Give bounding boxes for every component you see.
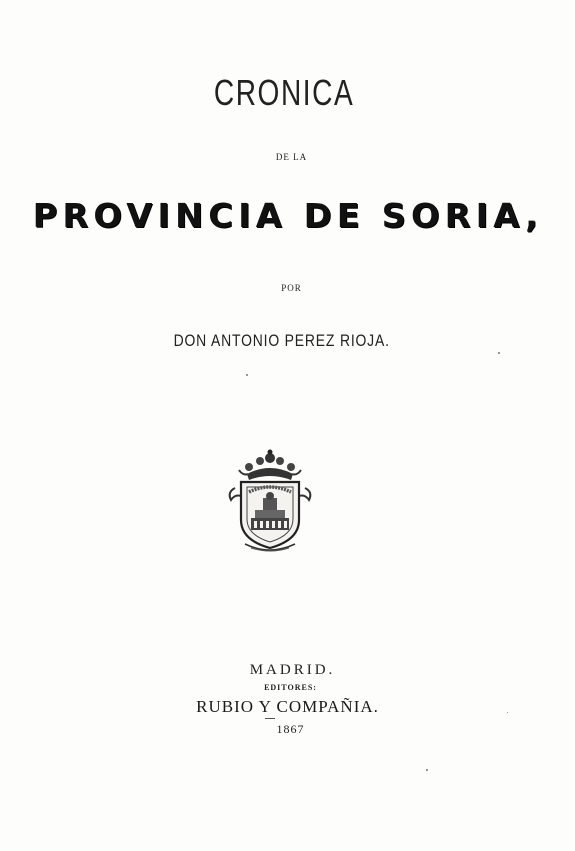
crown-icon — [239, 450, 301, 481]
publisher-name: RUBIO Y COMPAÑIA. — [196, 697, 379, 716]
divider-rule — [265, 718, 275, 719]
author-name: DON ANTONIO PEREZ RIOJA. — [173, 331, 390, 350]
coat-of-arms-icon — [225, 448, 315, 558]
book-subject: PROVINCIA DE SORIA, — [32, 196, 543, 235]
book-title: CRONICA — [213, 72, 355, 113]
by-line: POR — [281, 283, 302, 293]
editors-label: EDITORES: — [264, 683, 317, 692]
paper-speck — [507, 712, 508, 713]
paper-speck — [426, 769, 428, 771]
paper-speck — [498, 352, 500, 354]
publication-year: 1867 — [276, 722, 305, 736]
imprint-place: MADRID. — [249, 662, 336, 678]
paper-speck — [246, 374, 248, 376]
title-connector: DE LA — [275, 152, 308, 162]
